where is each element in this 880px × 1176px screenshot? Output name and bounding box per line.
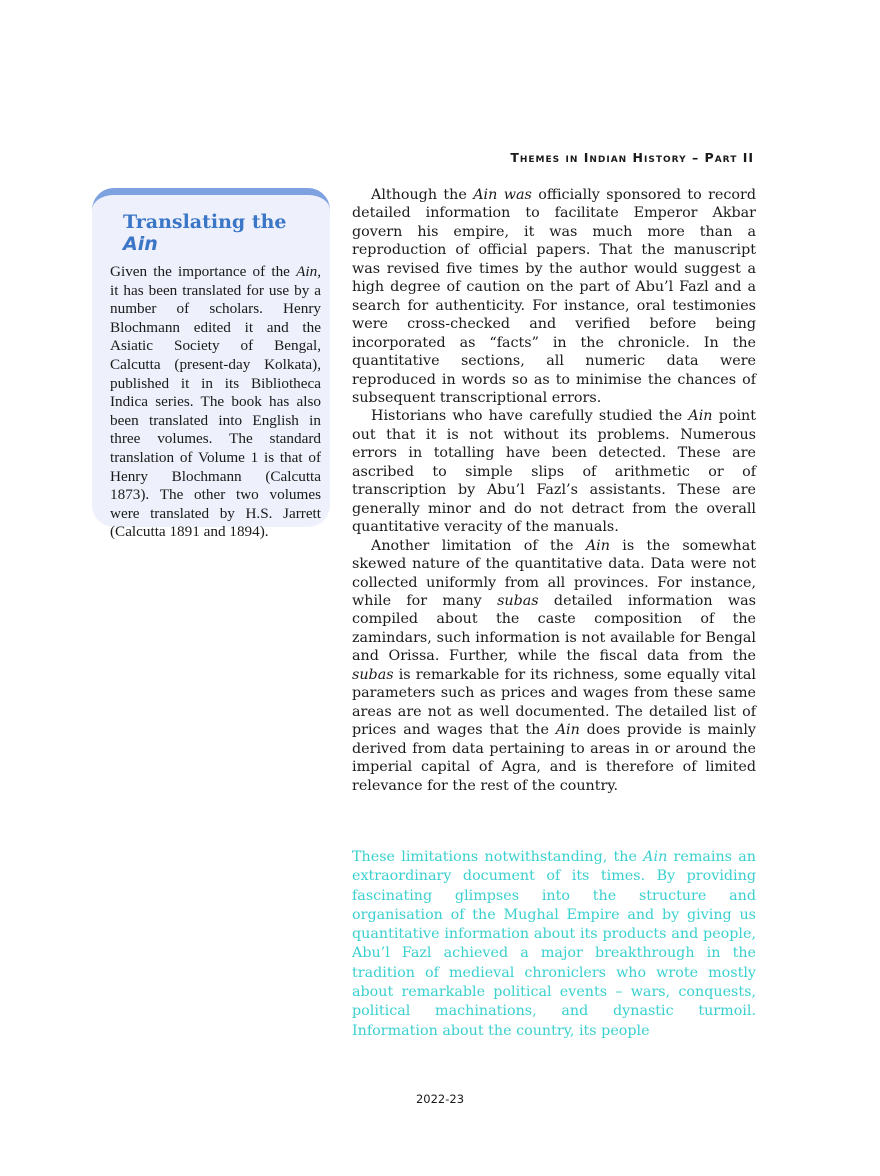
- sidebox-title: [123, 211, 321, 255]
- translating-ain-sidebox: [92, 188, 330, 541]
- paragraph-3: Another limitation of the Ain is the somewhat skewed nature of the quantitative data. Data were not collected uniformly from all provinces. For instance, while for many subas detailed information was compiled about the caste composition of the zamindars, such information is not available for Bengal and Orissa. Further, while the fiscal data from the subas is remarkable for its richness, some equally vital parameters such as prices and wages from these same areas are not as well documented. The detailed list of prices and wages that the Ain does provide is mainly derived from data pertaining to areas in or around the imperial capital of Agra, and is therefore of limited relevance for the rest of the country.: [352, 537, 756, 794]
- paragraph-2: Historians who have carefully studied the Ain point out that it is not without its problems. Numerous errors in totalling have been detected. These are ascribed to simple slips of arithmetic or of transcription by Abu’l Fazl’s assistants. These are generally minor and do not detract from the overall quantitative veracity of the manuals.: [352, 408, 756, 536]
- page-footer-year: 2022-23: [415, 1092, 465, 1106]
- main-text: [352, 186, 756, 795]
- sidebox-title-italic: Ain: [123, 233, 158, 255]
- sidebox-text: Given the importance of the Ain, it has been translated for use by a number of scholars. Henry Blochmann edited it and the Asiatic Society of Bengal, Calcutta (present-day Kolkata), published it in its Bibliotheca Indica series. The book has also been translated into English in three volumes. The standard translation of Volume 1 is that of Henry Blochmann (Calcutta 1873). The other two volumes were translated by H.S. Jarrett (Calcutta 1891 and 1894).: [110, 263, 321, 541]
- running-header: Themes in Indian History – Part II: [510, 150, 754, 165]
- sidebox-title-text: Translating the: [123, 211, 287, 233]
- highlighted-paragraph: These limitations notwithstanding, the Ain remains an extraordinary document of its times. By providing fascinating glimpses into the structure and organisation of the Mughal Empire and by giving us quantitative information about its products and people, Abu’l Fazl achieved a major breakthrough in the tradition of medieval chroniclers who wrote mostly about remarkable political events – wars, conquests, political machinations, and dynastic turmoil. Information about the country, its people: [352, 849, 756, 1039]
- highlighted-passage: [352, 848, 756, 1041]
- paragraph-1: Although the Ain was officially sponsored to record detailed information to facilitate Emperor Akbar govern his empire, it was much more than a reproduction of official papers. That the manuscript was revised five times by the author would suggest a high degree of caution on the part of Abu’l Fazl and a search for authenticity. For instance, oral testimonies were cross-checked and verified before being incorporated as “facts” in the chronicle. In the quantitative sections, all numeric data were reproduced in words so as to minimise the chances of subsequent transcriptional errors.: [352, 187, 756, 406]
